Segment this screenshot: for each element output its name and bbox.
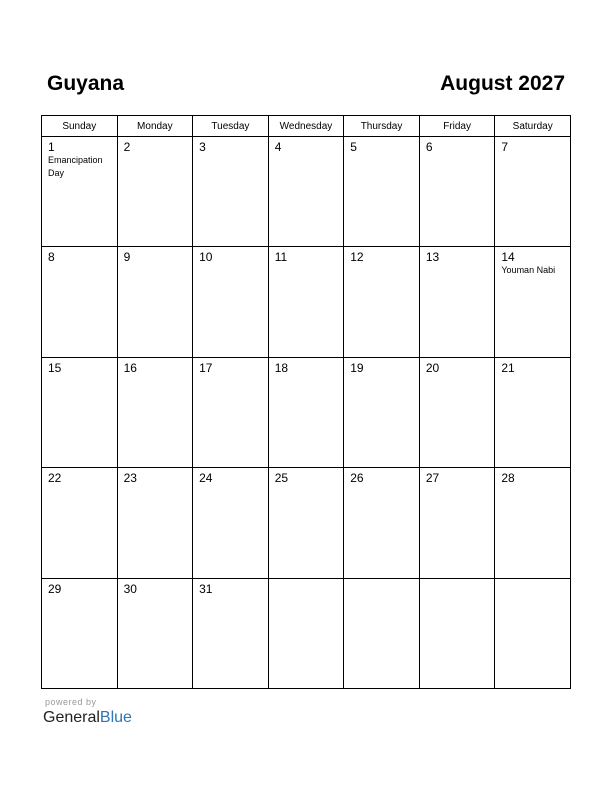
day-number: 8 [48, 250, 55, 265]
day-cell-empty [344, 578, 420, 688]
day-number: 21 [501, 360, 515, 375]
day-number: 10 [199, 250, 213, 265]
powered-by-text: powered by [45, 697, 97, 707]
day-cell [344, 137, 420, 247]
day-number: 20 [425, 360, 440, 375]
day-cell [419, 247, 495, 357]
day-cell [117, 357, 193, 467]
brand-name-general: General [43, 709, 100, 726]
month-title: August 2027 [440, 72, 565, 95]
day-number: 19 [350, 360, 364, 375]
day-cell [117, 578, 193, 688]
day-cell [42, 357, 118, 467]
day-cell [419, 357, 495, 467]
day-number: 15 [48, 360, 62, 375]
day-cell-empty [419, 578, 495, 688]
day-number: 17 [199, 360, 213, 375]
day-number: 27 [425, 471, 440, 486]
brand-logo [43, 708, 132, 728]
day-cell [193, 468, 269, 578]
day-number: 31 [199, 581, 213, 596]
day-cell [268, 247, 344, 357]
weekday-header: Saturday [495, 116, 571, 137]
day-number: 16 [123, 360, 137, 375]
day-cell [419, 137, 495, 247]
day-number: 11 [274, 250, 288, 265]
day-number: 2 [123, 140, 131, 154]
day-cell [42, 247, 118, 357]
day-number: 9 [123, 250, 131, 265]
week-row [42, 357, 571, 467]
day-cell-empty [268, 578, 344, 688]
day-cell [268, 357, 344, 467]
day-cell [193, 137, 269, 247]
day-number: 7 [501, 140, 509, 154]
weekday-header: Monday [117, 116, 193, 137]
day-cell [495, 247, 571, 357]
day-number: 18 [274, 360, 289, 375]
brand-name-blue: Blue [99, 709, 132, 726]
day-number: 25 [274, 471, 289, 486]
holiday-label: Youman Nabi [501, 265, 556, 276]
day-number: 22 [48, 471, 62, 486]
day-number: 24 [199, 471, 213, 486]
day-number: 4 [274, 140, 282, 154]
day-cell [42, 578, 118, 688]
week-row [42, 247, 571, 357]
day-number: 29 [48, 581, 62, 596]
weekday-header: Sunday [42, 116, 118, 137]
day-number: 1 [48, 140, 55, 154]
day-cell-empty [495, 578, 571, 688]
weekday-header: Tuesday [193, 116, 269, 137]
day-cell [117, 247, 193, 357]
weekday-header: Friday [419, 116, 495, 137]
day-number: 14 [501, 250, 515, 265]
holiday-label: Emancipation Day [48, 155, 103, 178]
day-number: 28 [501, 471, 515, 486]
day-cell [117, 137, 193, 247]
day-number: 26 [350, 471, 364, 486]
day-cell [193, 357, 269, 467]
day-cell [117, 468, 193, 578]
day-cell [495, 357, 571, 467]
day-number: 12 [350, 250, 364, 265]
day-number: 5 [350, 140, 357, 154]
day-cell [42, 137, 118, 247]
day-number: 6 [425, 140, 433, 154]
day-number: 13 [425, 250, 440, 265]
day-cell [193, 578, 269, 688]
day-number: 3 [199, 140, 206, 154]
day-cell [268, 137, 344, 247]
day-cell [42, 468, 118, 578]
day-cell [193, 247, 269, 357]
day-cell [268, 468, 344, 578]
weekday-header: Thursday [344, 116, 420, 137]
calendar-grid [41, 115, 571, 689]
day-number: 30 [123, 581, 137, 596]
day-cell [344, 247, 420, 357]
weekday-header-row [42, 116, 571, 137]
week-row [42, 578, 571, 688]
day-cell [419, 468, 495, 578]
day-cell [495, 137, 571, 247]
country-title: Guyana [47, 72, 125, 95]
week-row [42, 468, 571, 578]
day-cell [344, 357, 420, 467]
day-number: 23 [123, 471, 137, 486]
day-cell [495, 468, 571, 578]
footer-branding [43, 697, 132, 728]
week-row [42, 137, 571, 247]
weekday-header: Wednesday [268, 116, 344, 137]
day-cell [344, 468, 420, 578]
